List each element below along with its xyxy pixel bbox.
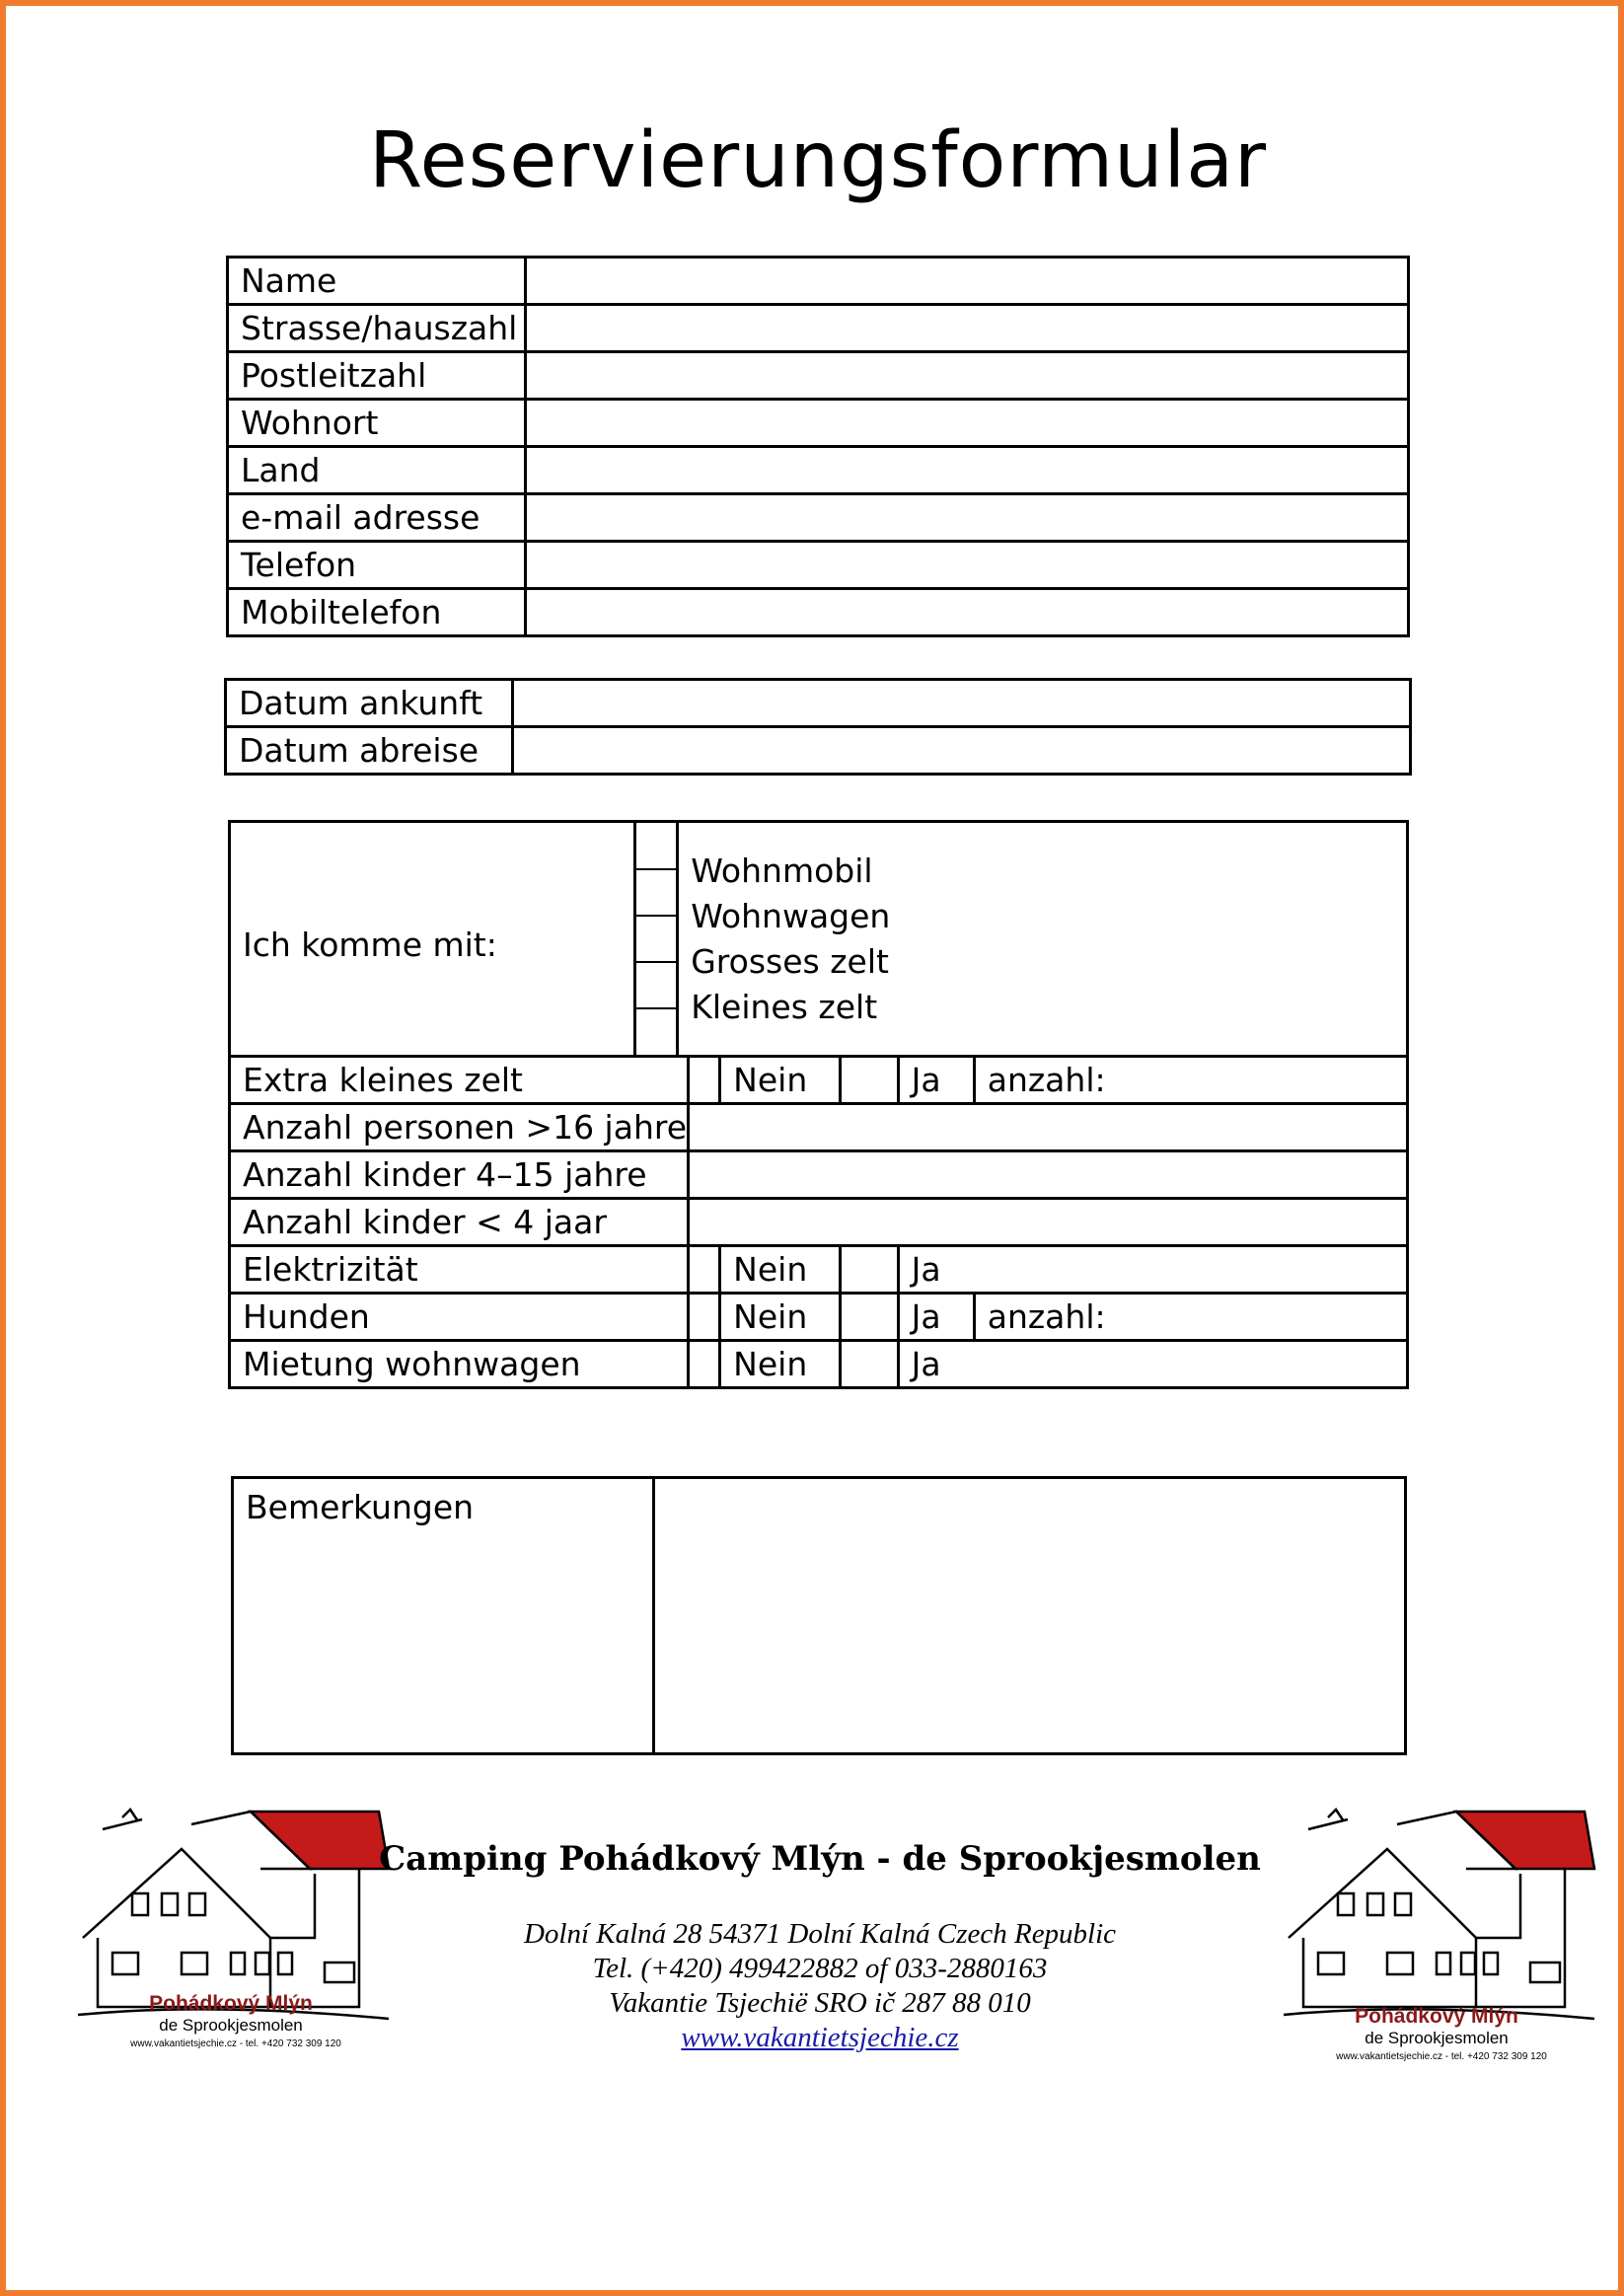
field-label-departure: Datum abreise [226,727,513,775]
field-label-arrival: Datum ankunft [226,680,513,727]
logo-subtitle: de Sprookjesmolen [159,2016,303,2035]
postcode-input[interactable] [525,352,1408,400]
label-persons: Anzahl personen >16 jahre [230,1104,689,1151]
field-label-city: Wohnort [228,400,526,447]
label-yes: Ja [898,1246,974,1294]
option-wohnmobil: Wohnmobil [691,851,873,890]
checkbox-wohnwagen[interactable] [636,869,676,916]
logo-left [73,1800,399,2054]
option-wohnwagen: Wohnwagen [691,896,891,935]
option-kleines-zelt: Kleines zelt [691,987,878,1026]
option-grosses-zelt: Grosses zelt [691,941,889,981]
arrival-date-input[interactable] [512,680,1410,727]
phone-input[interactable] [525,542,1408,589]
footer-website-link[interactable]: www.vakantietsjechie.cz [681,2022,959,2053]
email-input[interactable] [525,494,1408,542]
country-input[interactable] [525,447,1408,494]
label-no: Nein [720,1246,841,1294]
checkbox-electricity-yes[interactable] [841,1246,898,1294]
vehicle-table [228,820,1409,1058]
field-label-phone: Telefon [228,542,526,589]
footer-contact-block [361,1917,1279,2055]
footer-company: Camping Pohádkový Mlýn - de Sprookjesmolen [379,1839,1261,1879]
page-title: Reservierungsformular [368,116,1268,205]
toddlers-input[interactable] [689,1199,1408,1246]
checkbox-dogs-no[interactable] [689,1294,720,1341]
field-label-name: Name [228,258,526,305]
checkbox-grosses-zelt[interactable] [636,916,676,962]
footer-registration: Vakantie Tsjechië SRO ič 287 88 010 [609,1987,1031,2019]
persons-input[interactable] [689,1104,1408,1151]
departure-date-input[interactable] [512,727,1410,775]
logo-contact: www.vakantietsjechie.cz - tel. +420 732 309 120 [130,2038,341,2049]
label-extra-tent-count[interactable]: anzahl: [974,1057,1407,1104]
personal-data-table [226,256,1410,637]
label-electricity: Elektrizität [230,1246,689,1294]
field-label-postcode: Postleitzahl [228,352,526,400]
name-input[interactable] [525,258,1408,305]
rental-empty-cell [974,1341,1407,1388]
label-rental: Mietung wohnwagen [230,1341,689,1388]
label-no: Nein [720,1057,841,1104]
children-input[interactable] [689,1151,1408,1199]
remarks-table [231,1476,1407,1755]
vehicle-checkbox-column [635,822,678,1057]
city-input[interactable] [525,400,1408,447]
electricity-empty-cell [974,1246,1407,1294]
checkbox-rental-no[interactable] [689,1341,720,1388]
checkbox-electricity-no[interactable] [689,1246,720,1294]
checkbox-extra-tent-yes[interactable] [841,1057,898,1104]
checkbox-empty[interactable] [636,1008,676,1054]
mill-house-icon [1284,1810,1594,2019]
checkbox-extra-tent-no[interactable] [689,1057,720,1104]
field-label-email: e-mail adresse [228,494,526,542]
label-extra-tent: Extra kleines zelt [230,1057,689,1104]
logo-name: Pohádkový Mlýn [149,1992,313,2015]
field-label-country: Land [228,447,526,494]
label-no: Nein [720,1294,841,1341]
label-yes: Ja [898,1057,974,1104]
label-dogs: Hunden [230,1294,689,1341]
remarks-label: Bemerkungen [233,1478,654,1754]
label-dogs-count[interactable]: anzahl: [974,1294,1407,1341]
label-no: Nein [720,1341,841,1388]
street-input[interactable] [525,305,1408,352]
vehicle-options [678,822,1408,1057]
checkbox-dogs-yes[interactable] [841,1294,898,1341]
vehicle-label: Ich komme mit: [230,822,635,1057]
footer-phone: Tel. (+420) 499422882 of 033-2880163 [592,1953,1048,1984]
mobile-input[interactable] [525,589,1408,636]
field-label-street: Strasse/hauszahl [228,305,526,352]
label-yes: Ja [898,1294,974,1341]
remarks-input[interactable] [654,1478,1406,1754]
logo-right [1279,1800,1604,2066]
logo-subtitle: de Sprookjesmolen [1365,2029,1509,2047]
dates-table [224,678,1412,776]
footer-address: Dolní Kalná 28 54371 Dolní Kalná Czech Republic [523,1918,1117,1950]
label-children: Anzahl kinder 4–15 jahre [230,1151,689,1199]
checkbox-kleines-zelt[interactable] [636,962,676,1008]
checkbox-wohnmobil[interactable] [636,824,676,869]
mill-house-icon [78,1810,389,2019]
logo-name: Pohádkový Mlýn [1355,2005,1518,2028]
label-toddlers: Anzahl kinder < 4 jaar [230,1199,689,1246]
logo-contact: www.vakantietsjechie.cz - tel. +420 732 309 120 [1336,2051,1547,2062]
label-yes: Ja [898,1341,974,1388]
details-table [228,1055,1409,1389]
checkbox-rental-yes[interactable] [841,1341,898,1388]
field-label-mobile: Mobiltelefon [228,589,526,636]
